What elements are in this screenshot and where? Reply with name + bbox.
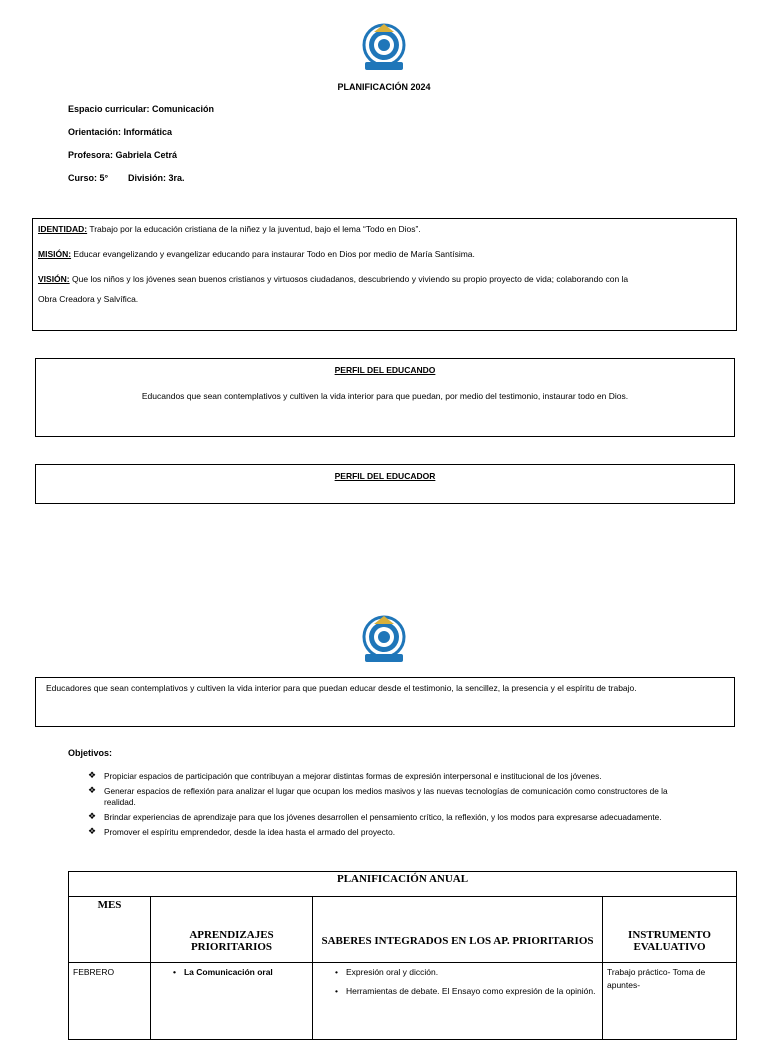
cell-mes: FEBRERO bbox=[69, 963, 151, 1040]
perfil-educando-title: PERFIL DEL EDUCANDO bbox=[334, 365, 436, 375]
profesora: Profesora: Gabriela Cetrá bbox=[68, 150, 178, 160]
col-header-instrumento: INSTRUMENTO EVALUATIVO bbox=[603, 897, 737, 963]
saber-item: • Herramientas de debate. El Ensayo como expresión de la opinión. bbox=[335, 985, 598, 998]
col-header-aprendizajes: APRENDIZAJES PRIORITARIOS bbox=[151, 897, 313, 963]
page-title: PLANIFICACIÓN 2024 bbox=[337, 82, 431, 92]
saber-item: • Expresión oral y dicción. bbox=[335, 966, 598, 979]
vision-text: Que los niños y los jóvenes sean buenos cristianos y virtuosos ciudadanos, descubriendo y viviendo su propio proyecto de vida; colaborando con la bbox=[69, 274, 629, 284]
cell-instrumento: Trabajo práctico- Toma de apuntes- bbox=[603, 963, 737, 1040]
division: División: 3ra. bbox=[128, 173, 185, 183]
diamond-bullet-icon: ❖ bbox=[88, 826, 97, 836]
diamond-bullet-icon: ❖ bbox=[88, 770, 97, 780]
vision-label: VISIÓN: bbox=[38, 274, 70, 284]
table-row bbox=[69, 963, 737, 1040]
curso: Curso: 5° bbox=[68, 173, 109, 183]
cell-aprendizaje: • La Comunicación oral bbox=[151, 963, 313, 1040]
bullet-icon bbox=[335, 967, 346, 977]
perfil-educador-box bbox=[35, 464, 735, 504]
objetivo-item: ❖ Promover el espíritu emprendedor, desde la idea hasta el armado del proyecto. bbox=[88, 826, 396, 837]
col-header-mes: MES bbox=[69, 897, 151, 963]
bullet-icon bbox=[335, 986, 346, 996]
objetivos-title: Objetivos: bbox=[68, 748, 113, 758]
identity-box bbox=[32, 218, 737, 331]
perfil-educando-text: Educandos que sean contemplativos y cultiven la vida interior para que puedan, por medio del testimonio, instaurar todo en Dios. bbox=[141, 391, 629, 401]
perfil-educador-title: PERFIL DEL EDUCADOR bbox=[334, 471, 436, 481]
espacio-curricular: Espacio curricular: Comunicación bbox=[68, 104, 215, 114]
table-title: PLANIFICACIÓN ANUAL bbox=[69, 872, 737, 897]
page2-logo bbox=[357, 612, 411, 671]
orientacion: Orientación: Informática bbox=[68, 127, 173, 137]
objetivo-item: ❖ Generar espacios de reflexión para analizar el lugar que ocupan los medios masivos y las nuevas tecnologías de comunicación como constructores de la realidad. bbox=[88, 785, 668, 807]
vision-text-2: Obra Creadora y Salvífica. bbox=[38, 294, 139, 304]
cell-saberes bbox=[313, 963, 603, 1040]
col-header-saberes: SABERES INTEGRADOS EN LOS AP. PRIORITARIOS bbox=[313, 897, 603, 963]
objetivo-item: ❖ Propiciar espacios de participación que contribuyan a mejorar distintas formas de expresión interpersonal e institucional de los jóvenes. bbox=[88, 770, 602, 781]
planificacion-table bbox=[68, 871, 737, 1040]
identidad-text: Trabajo por la educación cristiana de la niñez y la juventud, bajo el lema “Todo en Dios”. bbox=[87, 224, 421, 234]
school-crest-icon bbox=[357, 612, 411, 666]
objetivos-list bbox=[88, 771, 688, 842]
school-crest-icon bbox=[357, 20, 411, 74]
perfil-educador-text-box bbox=[35, 677, 735, 727]
diamond-bullet-icon: ❖ bbox=[88, 785, 97, 795]
perfil-educador-text: Educadores que sean contemplativos y cultiven la vida interior para que puedan educar desde el testimonio, la sencillez, la presencia y el espíritu de trabajo. bbox=[46, 683, 637, 693]
diamond-bullet-icon: ❖ bbox=[88, 811, 97, 821]
perfil-educando-box bbox=[35, 358, 735, 437]
objetivo-item: ❖ Brindar experiencias de aprendizaje para que los jóvenes desarrollen el pensamiento crítico, la reflexión, y los modos para expresarse adecuadamente. bbox=[88, 811, 662, 822]
bullet-icon bbox=[173, 967, 184, 977]
identidad-label: IDENTIDAD: bbox=[38, 224, 88, 234]
mision-text: Educar evangelizando y evangelizar educando para instaurar Todo en Dios por medio de María Santísima. bbox=[71, 249, 475, 259]
mision-label: MISIÓN: bbox=[38, 249, 72, 259]
header-logo bbox=[357, 20, 411, 79]
